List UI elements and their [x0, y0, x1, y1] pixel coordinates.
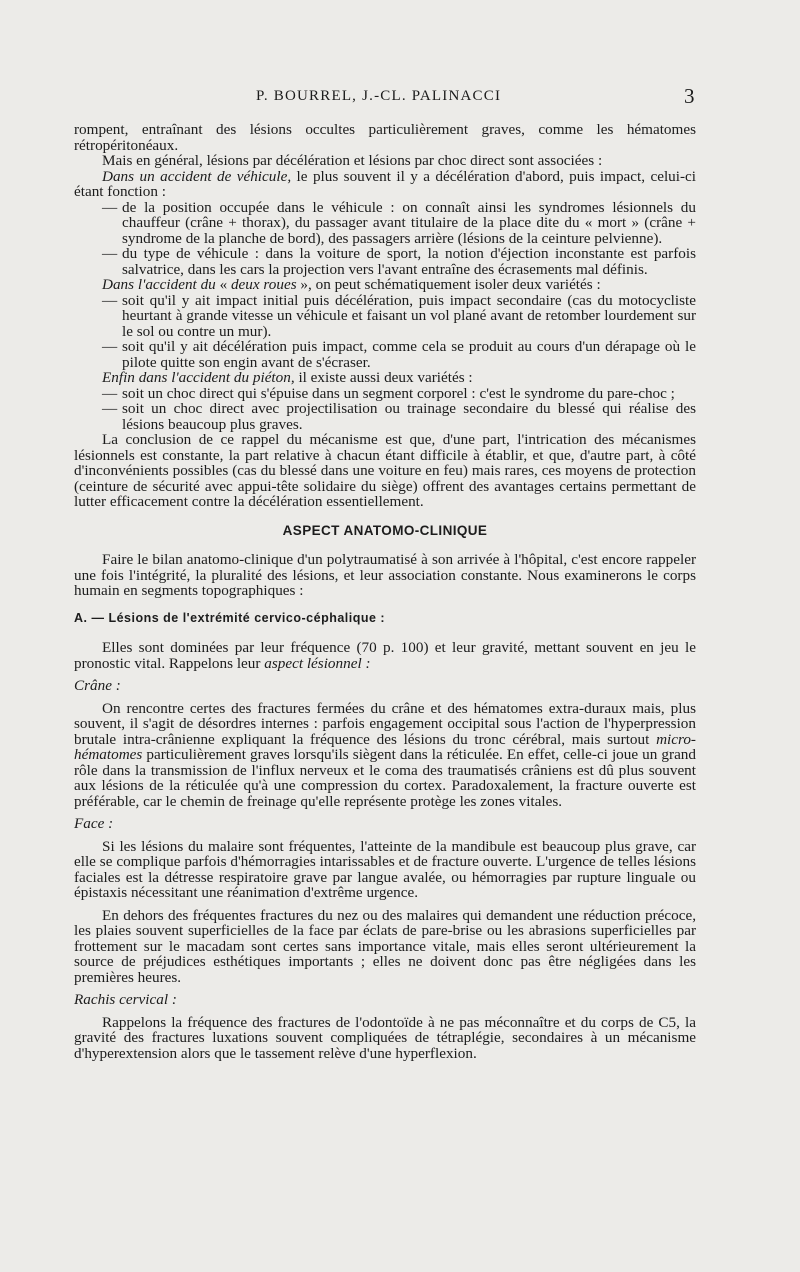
list-item-text: du type de véhicule : dans la voiture de sport, la notion d'éjection inconstante est parfois salvatrice, dans les cars la projection vers l'avant entraîne des écrasements mal définis.	[122, 245, 696, 278]
dash-mark: —	[102, 400, 118, 417]
paragraph-two-wheels	[74, 277, 696, 293]
pedestrian-text: il existe aussi deux variétés :	[294, 369, 473, 386]
list-item-vehicle-position	[74, 200, 696, 247]
paragraph-conclusion: La conclusion de ce rappel du mécanisme est que, d'une part, l'intrication des mécanismes lésionnels est constante, la part relative à chacun étant difficile à établir, et que, d'autre part, à côté d'inconvénients possibles (cas du blessé dans une voiture en feu) mais rares, ces moyens de protection (ceinture de sécurité avec appui-tête solidaire du siège) offrent des avantages certains permettant de lutter efficacement contre la décélération essentiellement.	[74, 431, 696, 510]
paragraph-continuation: rompent, entraînant des lésions occultes particulièrement graves, comme les hématomes rétropéritonéaux.	[74, 121, 696, 154]
subsection-intro-italic: aspect lésionnel :	[264, 654, 371, 672]
running-header	[0, 84, 800, 108]
rachis-heading: Rachis cervical :	[74, 991, 177, 1008]
vehicle-accident-text: le plus souvent il y a décélération d'abord, puis impact, celui-ci étant fonction :	[74, 167, 696, 200]
list-item-text: soit un choc direct qui s'épuise dans un segment corporel : c'est le syndrome du pare-choc ;	[122, 384, 675, 402]
pedestrian-italic: Enfin dans l'accident du piéton,	[102, 369, 295, 386]
list-item-text: de la position occupée dans le véhicule : on connaît ainsi les syndromes lésionnels du chauffeur (crâne + thorax), du passager avant titulaire de la place dite du « mort » (crâne + syndrome de la planche de bord), des passagers arrière (lésions de la ceinture pelvienne).	[122, 198, 696, 247]
list-item-pedestrian-1	[74, 386, 696, 402]
subsection-intro-text: Elles sont dominées par leur fréquence (70 p. 100) et leur gravité, mettant souvent en jeu le pronostic vital. Rappelons leur	[74, 639, 696, 672]
paragraph-pedestrian	[74, 370, 696, 386]
header-authors: P. BOURREL, J.-CL. PALINACCI	[256, 88, 502, 104]
list-item-two-wheels-2	[74, 339, 696, 370]
paragraph-associated-lesions: Mais en général, lésions par décélération et lésions par choc direct sont associées :	[102, 152, 603, 169]
paragraph-face-1: Si les lésions du malaire sont fréquentes, l'atteinte de la mandibule est beaucoup plus grave, car elle se complique parfois d'hémorragies intarissables et de fracture ouverte. L'urgence de telles lésions faciales est la détresse respiratoire grave par langue avalée, ou hémorragies par rupture linguale ou épistaxis nécessitant une réanimation d'extrême urgence.	[74, 837, 696, 901]
paragraph-vehicle-accident	[74, 169, 696, 200]
face-heading: Face :	[74, 815, 114, 832]
dash-mark: —	[102, 291, 118, 309]
two-wheels-italic-a: Dans l'accident du	[102, 276, 216, 293]
dash-mark: —	[102, 384, 118, 402]
two-wheels-text: », on peut schématiquement isoler deux variétés :	[296, 276, 601, 293]
paragraph-subsection-intro	[74, 640, 696, 671]
list-item-vehicle-type	[74, 246, 696, 277]
dash-mark: —	[102, 198, 118, 216]
two-wheels-quote: «	[215, 276, 231, 293]
spacer	[74, 809, 696, 816]
crane-text-start: On rencontre certes des fractures fermées du crâne et des hématomes extra-duraux mais, plus souvent, il s'agit de désordres internes : parfois engagement occipital sous l'action de l'hyperpression brutale intra-crânienne expliquant la fréquence des lésions du tronc cérébral, mais surtout	[74, 699, 696, 748]
dash-mark: —	[102, 245, 118, 262]
list-item-text: soit qu'il y ait décélération puis impact, comme cela se produit au cours d'un dérapage où le pilote quitte son engin avant de s'écraser.	[122, 338, 696, 371]
paragraph-face-2: En dehors des fréquentes fractures du nez ou des malaires qui demandent une réduction précoce, les plaies souvent superficielles de la face par éclats de pare-brise ou les abrasions superficielles par frottement sur le macadam sont certes sans importance vitale, mais elles seront ultérieurement la source de préjudices esthétiques importants ; elles ne doivent donc pas être négligées dans les premières heures.	[74, 906, 696, 986]
paragraph-crane	[74, 701, 696, 810]
crane-text-end: particulièrement graves lorsqu'ils siègent dans la réticulée. En effet, celle-ci joue un grand rôle dans la transmission de l'influx nerveux et le coma des traumatisés crâniens est dû plus souvent aux lésions de la réticulée qu'à une compression du cortex. Paradoxalement, la fracture ouverte est préférable, car le chemin de freinage qu'elle représente protège les zones vitales.	[74, 746, 696, 810]
list-item-two-wheels-1	[74, 293, 696, 340]
list-item-text: soit qu'il y ait impact initial puis décélération, puis impact secondaire (cas du motocycliste heurtant à grande vitesse un véhicule et faisant un vol plané avant de retomber lourdement sur le sol ou contre un mur).	[122, 291, 696, 340]
paragraph-rachis: Rappelons la fréquence des fractures de l'odontoïde à ne pas méconnaître et du corps de C5, la gravité des fractures luxations souvent compliquées de tétraplégie, secondaires à un mécanisme d'hyperextension alors que le tassement relève d'une hyperflexion.	[74, 1013, 696, 1062]
crane-italic: micro-hématomes	[74, 730, 696, 763]
crane-heading: Crâne :	[74, 677, 121, 694]
body-text	[74, 122, 696, 1061]
list-item-text: soit un choc direct avec projectilisation ou trainage secondaire du blessé qui réalise des lésions beaucoup plus graves.	[122, 400, 696, 433]
section-title: ASPECT ANATOMO-CLINIQUE	[282, 522, 488, 538]
page-number: 3	[684, 84, 695, 108]
two-wheels-italic-b: deux roues	[230, 276, 297, 293]
list-item-pedestrian-2	[74, 401, 696, 432]
paragraph-section-intro: Faire le bilan anatomo-clinique d'un polytraumatisé à son arrivée à l'hôpital, c'est encore rappeler une fois l'intégrité, la pluralité des lésions, et leur association constante. Nous examinerons le corps humain en segments topographiques :	[74, 551, 696, 599]
dash-mark: —	[102, 338, 118, 355]
vehicle-accident-italic: Dans un accident de véhicule,	[102, 167, 292, 185]
spacer	[74, 671, 696, 678]
subsection-heading: A. — Lésions de l'extrémité cervico-céphalique :	[74, 610, 386, 625]
